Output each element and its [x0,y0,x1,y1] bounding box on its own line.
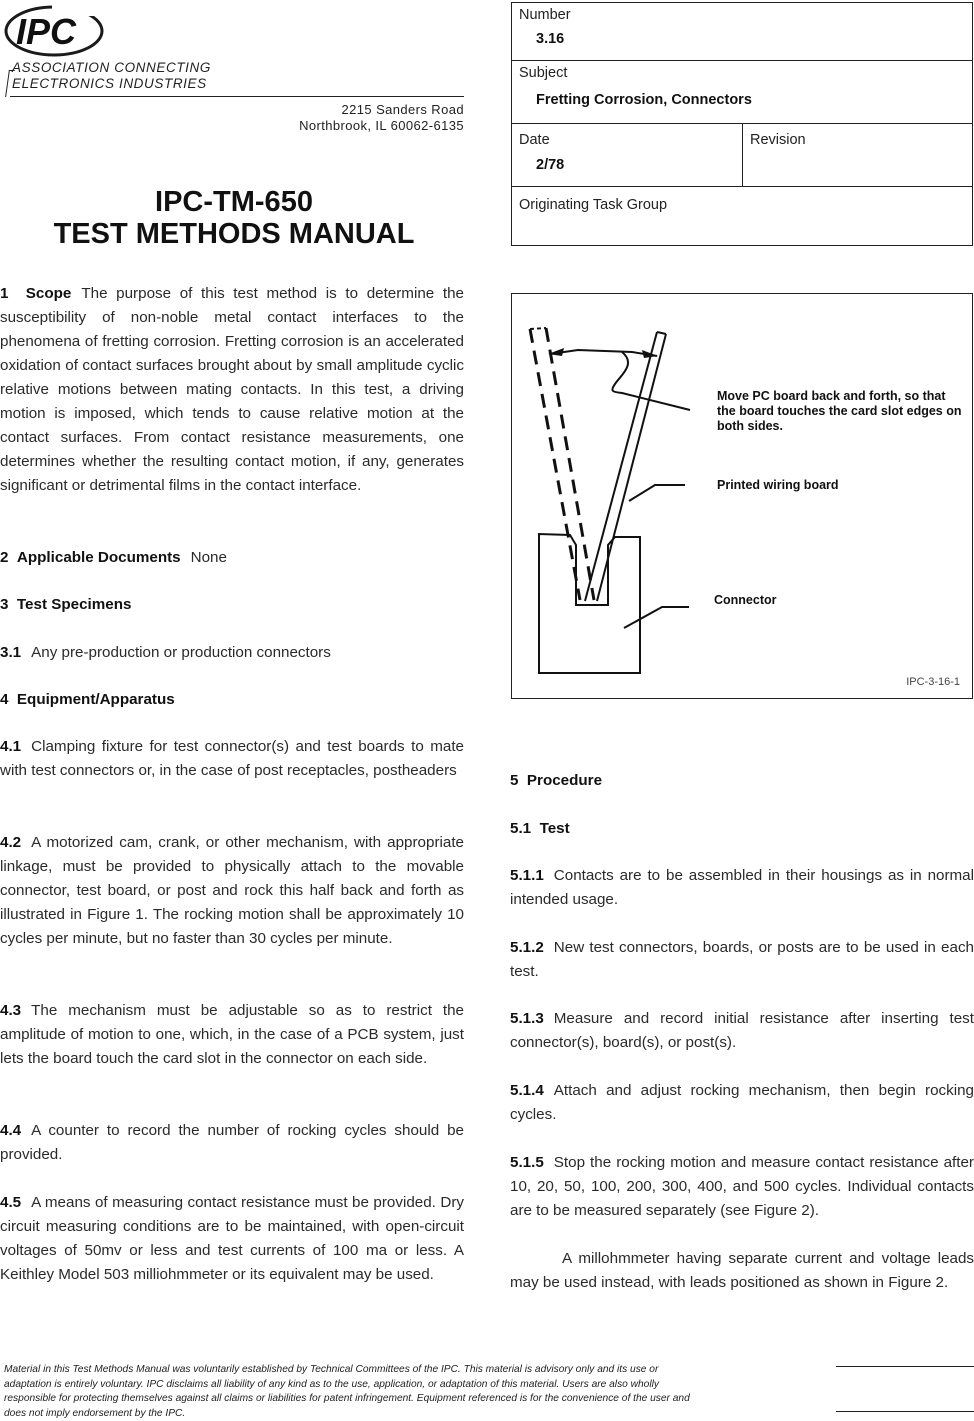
label-printed-wiring-board: Printed wiring board [717,478,839,492]
revision-cell [743,124,972,187]
dashed-board-edge-outer [530,329,580,600]
footer-rule-bottom [836,1411,974,1412]
subsection-text: A means of measuring contact resistance must be provided. Dry circuit measuring conditions are to be maintained, with open-circuit voltages of 50mv or less and test currents of 100 ma or less. A Keithley Model 503 milliohmmeter or its equivalent may be used. [0,1194,464,1283]
subsection-5-1-1 [510,864,974,912]
association-line-1: ASSOCIATION CONNECTING [12,60,211,75]
motion-arrow [550,350,657,356]
association-line-2: ELECTRONICS INDUSTRIES [12,76,207,91]
subsection-number: 5.1.5 [510,1154,544,1171]
subsection-number: 4.2 [0,834,22,851]
subsection-3-1 [0,641,464,665]
revision-label: Revision [750,132,806,148]
subsection-4-4 [0,1119,464,1167]
subsection-text: Measure and record initial resistance after inserting test connector(s), board(s), or post(s). [510,1010,974,1051]
dashed-board-edge-inner [546,328,594,600]
section-scope [0,282,464,498]
subsection-number: 4.5 [0,1194,22,1211]
connector-body [539,534,640,673]
section-title: Procedure [526,772,603,789]
section-number: 2 [0,549,9,566]
subsection-text: A motorized cam, crank, or other mechanism, with appropriate linkage, must be provided to physically attach to the movable connector, test board, or post and rock this half back and forth as illustrated in Figure 1. The rocking motion shall be approximately 10 cycles per minute, but no faster than 30 cycles per minute. [0,834,464,947]
subsection-title: Test [539,820,570,837]
section-test-specimens [0,593,464,617]
subsection-5-1-2 [510,936,974,984]
section-number: 3 [0,596,9,613]
subsection-4-1 [0,735,464,783]
subsection-4-3 [0,999,464,1071]
subsection-text: Clamping fixture for test connector(s) and test boards to mate with test connectors or, in the case of post receptacles, postheaders [0,738,464,779]
manual-title-line-2: TEST METHODS MANUAL [53,218,415,250]
date-cell [512,124,743,187]
leader-move [612,352,690,410]
board-edge-right [597,334,666,601]
leader-board [629,485,685,501]
manual-title [0,186,468,250]
subsection-text: The mechanism must be adjustable so as to restrict the amplitude of motion to one, which, in the case of a PCB system, just lets the board touch the card slot in the connector on each side. [0,1002,464,1067]
section-procedure [510,769,974,793]
header-divider [10,96,464,97]
subject-value: Fretting Corrosion, Connectors [536,92,752,108]
subsection-text: Attach and adjust rocking mechanism, then begin rocking cycles. [510,1082,974,1123]
label-connector: Connector [714,593,777,607]
number-cell [512,3,972,61]
section-number: 4 [0,691,9,708]
section-text: None [190,549,227,566]
subsection-5-1-3 [510,1007,974,1055]
subsection-number: 5.1 [510,820,532,837]
number-label: Number [519,7,571,23]
subsection-number: 5.1.2 [510,939,544,956]
document-info-table [511,2,973,246]
svg-text:IPC: IPC [16,11,77,52]
subsection-5-1-4 [510,1079,974,1127]
subject-label: Subject [519,65,568,81]
subsection-number: 3.1 [0,644,22,661]
section-number: 1 [0,285,9,302]
subsection-number: 5.1.3 [510,1010,544,1027]
section-title: Test Specimens [16,596,132,613]
association-name [12,60,211,92]
subsection-5-1-5 [510,1151,974,1295]
subsection-text: Stop the rocking motion and measure contact resistance after 10, 20, 50, 100, 200, 300, 400, and 500 cycles. Individual contacts are to be measured separately (see Figure 2). [510,1154,974,1219]
section-title: Applicable Documents [16,549,181,566]
originating-task-group-cell [512,187,972,245]
ipc-logo-icon [2,4,112,58]
ipc-logo [2,4,112,58]
subsection-5-1 [510,817,974,841]
section-title: Equipment/Apparatus [16,691,175,708]
address-city: Northbrook, IL 60062-6135 [299,118,464,133]
subsection-number: 5.1.1 [510,867,544,884]
date-value: 2/78 [536,157,565,173]
subsection-text: Contacts are to be assembled in their housings as in normal intended usage. [510,867,974,908]
leader-connector [624,607,689,628]
footer-disclaimer: Material in this Test Methods Manual was voluntarily established by Technical Committees of the IPC. This material is advisory only and its use or adaptation is entirely voluntary. IPC disclaims all liability of any kind as to the use, application, or adaptation of this material. Users are also wholly responsible for protecting themselves against all claims or liabilities for patent infringement. Equipment referenced is for the convenience of the user and does not imply endorsement by the IPC. [4,1364,690,1419]
manual-title-line-1: IPC-TM-650 [155,186,313,218]
board-edge-left [585,332,657,601]
date-label: Date [519,132,550,148]
footer-rule-top [836,1366,974,1367]
subsection-number: 5.1.4 [510,1082,544,1099]
number-value: 3.16 [536,31,565,47]
subsection-text: A counter to record the number of rocking cycles should be provided. [0,1122,464,1163]
section-text: The purpose of this test method is to determine the susceptibility of non-noble metal contact interfaces to the phenomena of fretting corrosion. Fretting corrosion is an accelerated oxidation of contact surfaces brought about by small amplitude cyclic relative motions between mating contacts. In this test, a driving motion is imposed, which tends to cause relative motion at the contact surfaces. From contact resistance measurements, one determines whether the resulting contact motion, if any, generates significant or detrimental films in the contact interface. [0,285,464,494]
figure-id: IPC-3-16-1 [906,676,960,688]
subsection-4-2 [0,831,464,951]
subsection-text: New test connectors, boards, or posts are to be used in each test. [510,939,974,980]
subsection-4-5 [0,1191,464,1287]
subsection-number: 4.1 [0,738,22,755]
section-equipment [0,688,464,712]
address-street: 2215 Sanders Road [341,102,464,117]
figure-1 [511,293,973,699]
subject-cell [512,61,972,124]
section-title: Scope [25,285,72,302]
subsection-number: 4.4 [0,1122,22,1139]
subsection-number: 4.3 [0,1002,22,1019]
subsection-note: A millohmmeter having separate current and voltage leads may be used instead, with leads positioned as shown in Figure 2. [510,1250,974,1291]
fretting-diagram [512,294,972,698]
subsection-text: Any pre-production or production connectors [31,644,331,661]
section-applicable-documents [0,546,464,570]
label-move-board: Move PC board back and forth, so that the board touches the card slot edges on both sides. [717,389,962,433]
address [200,102,464,134]
originating-task-group-label: Originating Task Group [519,197,668,213]
section-number: 5 [510,772,519,789]
